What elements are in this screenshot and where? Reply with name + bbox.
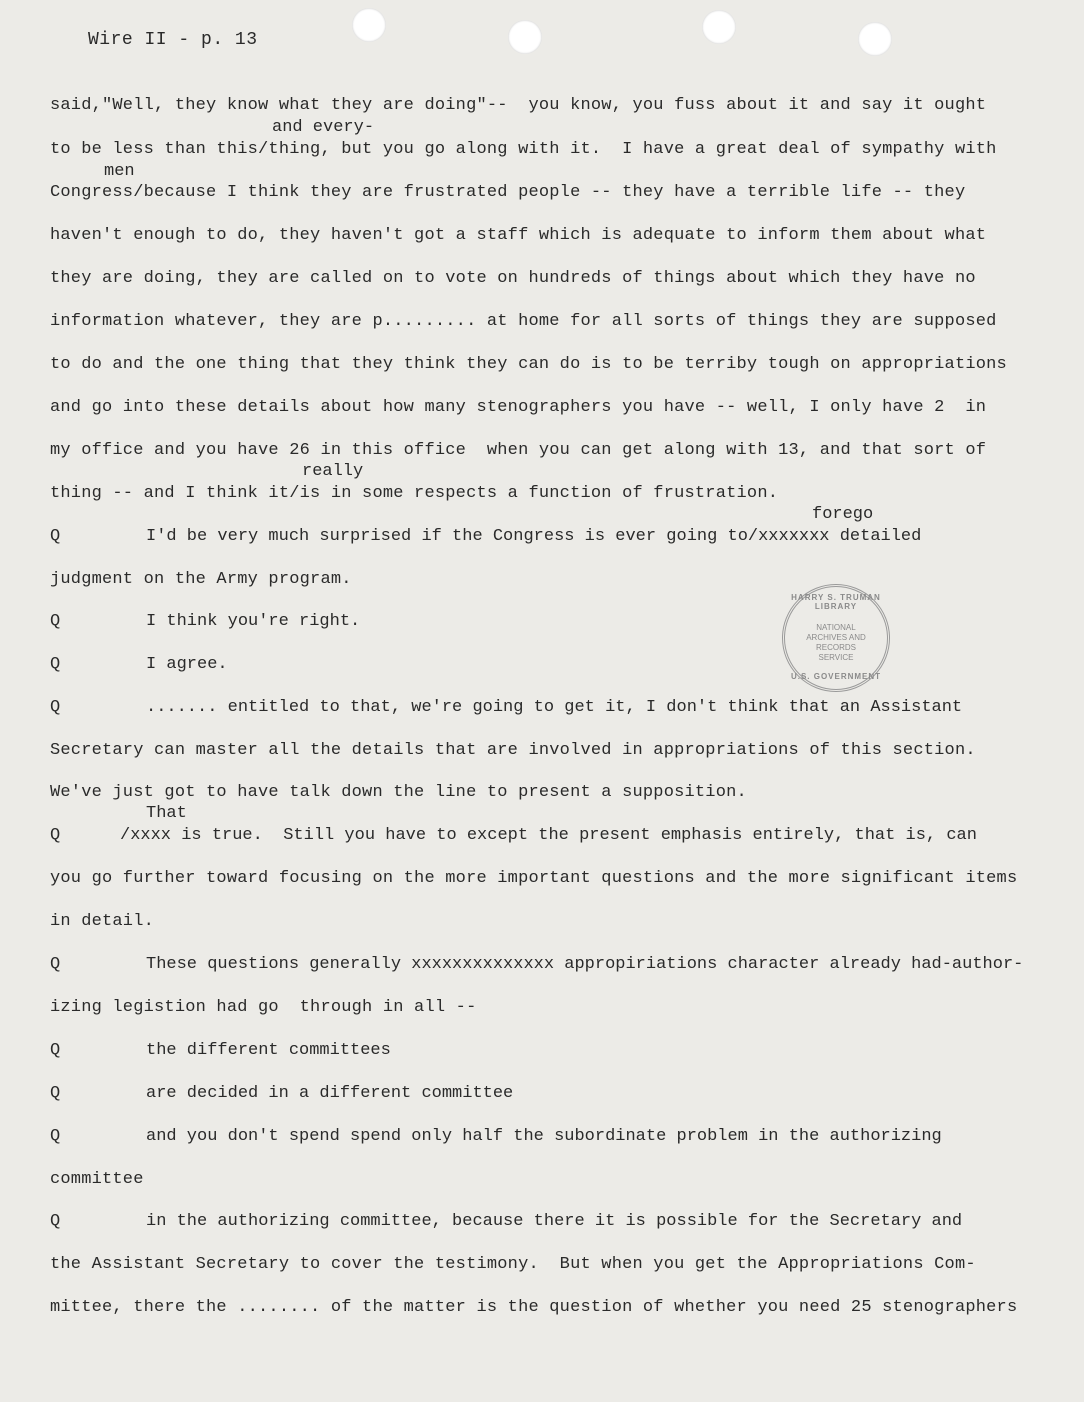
text-line: you go further toward focusing on the more important questions and the more significant items <box>50 869 1018 888</box>
stamp-line: SERVICE <box>818 653 854 662</box>
q-text: I think you're right. <box>146 612 361 631</box>
page-header: Wire II - p. 13 <box>88 30 258 50</box>
q-text: and you don't spend spend only half the subordinate problem in the authorizing <box>146 1127 942 1146</box>
handwritten-insertion: and every- <box>272 118 375 137</box>
text-line: said,"Well, they know what they are doing"-- you know, you fuss about it and say it ought <box>50 96 987 115</box>
q-label: Q <box>50 1127 61 1146</box>
text-line: judgment on the Army program. <box>50 570 352 589</box>
text-line: Secretary can master all the details that are involved in appropriations of this section. <box>50 741 976 760</box>
punch-hole <box>702 10 736 44</box>
handwritten-insertion: men <box>104 162 135 181</box>
q-text: in the authorizing committee, because there it is possible for the Secretary and <box>146 1212 963 1231</box>
q-label: Q <box>50 1212 61 1231</box>
text-line: committee <box>50 1170 144 1189</box>
text-line: information whatever, they are p......... at home for all sorts of things they are supposed <box>50 312 997 331</box>
handwritten-insertion: That <box>146 804 187 823</box>
q-label: Q <box>50 655 61 674</box>
punch-hole <box>858 22 892 56</box>
q-label: Q <box>50 698 61 717</box>
handwritten-insertion: really <box>302 462 364 481</box>
q-label: Q <box>50 1041 61 1060</box>
text-line: and go into these details about how many stenographers you have -- well, I only have 2 in <box>50 398 987 417</box>
q-text: I agree. <box>146 655 228 674</box>
archive-stamp <box>782 584 890 692</box>
q-label: Q <box>50 612 61 631</box>
q-label: Q <box>50 1084 61 1103</box>
text-line: mittee, there the ........ of the matter is the question of whether you need 25 stenographers <box>50 1298 1018 1317</box>
q-label: Q <box>50 527 61 546</box>
q-text: are decided in a different committee <box>146 1084 514 1103</box>
q-text: These questions generally xxxxxxxxxxxxxx appropiriations character already had-author- <box>146 955 1024 974</box>
stamp-bottom-text: U.S. GOVERNMENT <box>790 672 882 681</box>
handwritten-insertion: forego <box>812 505 874 524</box>
text-line: thing -- and I think it/is in some respects a function of frustration. <box>50 484 779 503</box>
q-label: Q <box>50 955 61 974</box>
q-text: ....... entitled to that, we're going to get it, I don't think that an Assistant <box>146 698 963 717</box>
text-line: Congress/because I think they are frustrated people -- they have a terrible life -- they <box>50 183 966 202</box>
text-line: my office and you have 26 in this office when you can get along with 13, and that sort of <box>50 441 987 460</box>
text-line: the Assistant Secretary to cover the testimony. But when you get the Appropriations Com- <box>50 1255 976 1274</box>
stamp-line: NATIONAL <box>816 623 856 632</box>
punch-hole <box>508 20 542 54</box>
q-text: the different committees <box>146 1041 391 1060</box>
stamp-top-text: HARRY S. TRUMAN LIBRARY <box>791 593 881 611</box>
text-line: they are doing, they are called on to vote on hundreds of things about which they have no <box>50 269 976 288</box>
stamp-line: RECORDS <box>815 643 856 652</box>
q-text: /xxxx is true. Still you have to except the present emphasis entirely, that is, can <box>120 826 977 845</box>
text-line: to be less than this/thing, but you go along with it. I have a great deal of sympathy with <box>50 140 997 159</box>
text-line: to do and the one thing that they think they can do is to be terriby tough on appropriations <box>50 355 1007 374</box>
q-label: Q <box>50 826 61 845</box>
stamp-line: ARCHIVES AND <box>806 633 866 642</box>
stamp-center-text <box>785 623 887 663</box>
text-line: izing legistion had go through in all -- <box>50 998 477 1017</box>
text-line: in detail. <box>50 912 155 931</box>
q-text: I'd be very much surprised if the Congress is ever going to/xxxxxxx detailed <box>146 527 922 546</box>
text-line: We've just got to have talk down the line to present a supposition. <box>50 783 747 802</box>
text-line: haven't enough to do, they haven't got a staff which is adequate to inform them about what <box>50 226 987 245</box>
punch-hole <box>352 8 386 42</box>
